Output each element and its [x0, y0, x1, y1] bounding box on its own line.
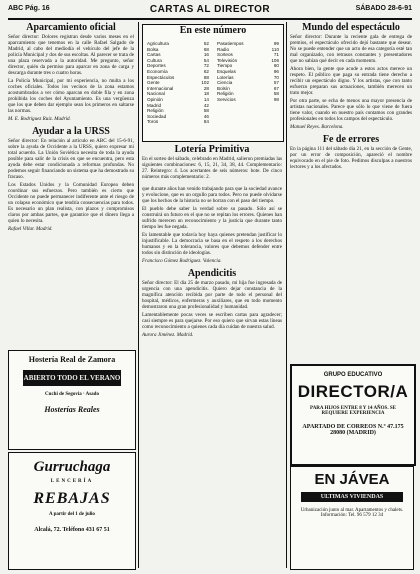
letter-paragraph: Lamentablemente pocas veces se escriben cartas para agradecer; casi siempre es para quejarse. Por eso quiero que sirvan estas líneas como reconocimiento a quienes cada día cuidan de nuestra salud.	[142, 312, 282, 330]
letter-title: Mundo del espectáculo	[302, 22, 400, 33]
ad-text: PARA HIJOS ENTRE 8 Y 14 AÑOS. SE REQUIERE EXPERIENCIA	[310, 406, 396, 416]
index-section: Nacional	[147, 91, 165, 97]
ad-address: APARTADO DE CORREOS N.º 47.175	[302, 424, 404, 430]
letter-title: Apendicitis	[187, 268, 237, 279]
ad-title: EN JÁVEA	[314, 471, 390, 488]
index-section: Gente	[147, 80, 160, 86]
letter-paragraph: Señor director: Dolores registran desde varios meses en el aparcamiento que tenemos en la calle Rafael Salgado de Madrid, al cabo del mediodía el vehículo del jefe de la policía Municipal y dos de sus escoltas. Al parecer se trata de una plaza reservada a la autoridad. Me pregunto, señor director, quién da permiso para aparcar en zona de carga y descarga durante tres o cuatro horas.	[8, 34, 134, 76]
index-section: Bolsa	[147, 46, 159, 52]
index-page: 72	[203, 63, 209, 69]
column-middle	[142, 144, 282, 340]
index-right-column	[217, 41, 279, 103]
letter-title: Aparcamiento oficial	[26, 22, 116, 33]
letter-title: Ayudar a la URSS	[32, 126, 110, 137]
letter-signature: M. E. Rodríguez Ruiz. Madrid.	[8, 116, 71, 122]
letter-paragraph: que durante años han venido trabajando para que la sociedad avance y evolucione, que es un orgullo para todos. Pero no puede olvidarse que los hechos de la historia no se borran con el paso del tiempo.	[142, 186, 282, 204]
letter-paragraph: Señor director: Durante la reciente gala de entrega de premios, el espectáculo ofrecido dejó bastante que desear. No se puede entender que un acto de esa categoría esté tan mal organizado, con retrasos constantes y presentadores que no sabían qué decir en cada momento.	[290, 34, 412, 64]
letter-signature: Francisco Gómez Rodríguez. Valencia.	[142, 258, 222, 264]
ad-javea[interactable]	[290, 466, 414, 570]
index-section: Cultura	[147, 57, 162, 63]
ad-date: A partir del 1 de julio	[49, 512, 95, 517]
column-left	[8, 22, 134, 234]
index-page: 67	[273, 85, 279, 91]
letter-paragraph: Es lamentable que todavía hoy haya quienes pretendan justificar lo injustificable. La democracia se basa en el respeto a los derechos humanos y en la tolerancia, valores que debemos defender entre todos sin distinción de ideologías.	[142, 232, 282, 256]
ad-banner: ABIERTO TODO EL VERANO	[23, 370, 121, 386]
index-page: 58	[203, 108, 209, 114]
letter-paragraph: Señor director: El día 25 de marzo pasado, mi hija fue ingresada de urgencia con una apendicitis. Quiero dejar constancia de la magnífica atención recibida por parte de todo el personal del hospital, médicos, enfermeras y auxiliares, que en todo momento demostraron una gran profesionalidad y humanidad.	[142, 280, 282, 310]
index-section: Agricultura	[147, 41, 169, 46]
ad-header: GRUPO EDUCATIVO	[323, 372, 383, 378]
ad-hosteria[interactable]	[8, 350, 136, 450]
index-section: Ciencia	[217, 80, 233, 86]
page-date: SÁBADO 28-6-91	[355, 5, 412, 12]
index-page: 106	[271, 57, 279, 63]
ad-title: Hostería Real de Zamora	[28, 355, 116, 364]
index-section: Tiempo	[217, 63, 233, 69]
ad-gurruchaga[interactable]	[8, 452, 136, 570]
index-section: Toros	[147, 119, 159, 125]
index-page: 57	[273, 80, 279, 86]
ad-text: Urbanización junto al mar. Apartamentos y chalets. Información: Tel. 96 579 12 34	[300, 508, 404, 518]
index-page: 110	[271, 46, 279, 52]
ad-subtitle: LENCERÍA	[50, 479, 94, 484]
index-page: 14	[203, 96, 209, 102]
index-section: Internacional	[147, 85, 174, 91]
index-section: Bolsín	[217, 85, 230, 91]
index-page: 102	[201, 80, 209, 86]
index-section: Radio	[217, 46, 230, 52]
index-section: Madrid	[147, 102, 162, 108]
index-section: Espectáculos	[147, 74, 175, 80]
index-section: Cartas	[147, 52, 161, 58]
index-page: 54	[203, 57, 209, 63]
letter-signature: Rafael Villar. Madrid.	[8, 226, 53, 232]
index-section: Televisión	[217, 57, 238, 63]
index-page: 62	[203, 68, 209, 74]
index-page: 71	[273, 52, 279, 58]
index-section: Sorteos	[217, 52, 233, 58]
index-box	[142, 24, 284, 142]
index-page: 98	[273, 96, 279, 102]
letter-paragraph: El pueblo debe saber la verdad sobre su pasado. Sólo así se construirá un futuro en el que no se repitan los errores. Quienes han sufrido merecen un reconocimiento y la justicia que durante tanto tiempo les fue negada.	[142, 206, 282, 230]
ad-address: Alcalá, 72. Teléfono 431 67 51	[34, 527, 110, 533]
letter-paragraph: Los Estados Unidos y la Comunidad Europea deben coordinar sus esfuerzos. Pero también es cierto que Occidente no puede permanecer indiferente ante el riesgo de un colapso económico que tendría consecuencias para todos. Es necesario un plan realista, con plazos y compromisos claros por ambas partes, que garantice que el dinero llega a quien lo necesita.	[8, 182, 134, 224]
ad-city: 28080 (MADRID)	[330, 430, 376, 436]
index-left-column	[147, 41, 209, 125]
column-divider	[138, 22, 139, 568]
ad-banner: ULTIMAS VIVIENDAS	[301, 492, 403, 502]
letter-signature: Aurora Jiménez. Madrid.	[142, 332, 194, 338]
ad-grupo-educativo[interactable]	[290, 364, 416, 466]
index-section: Religión	[217, 91, 234, 97]
index-section: Opinión	[147, 96, 163, 102]
letter-paragraph: Ahora bien, la gente que acude a estos actos merece un respeto. El público que paga su entrada tiene derecho a recibir un espectáculo digno. Y los artistas, que con tanto esfuerzo preparan sus actuaciones, también merecen un trato mejor.	[290, 66, 412, 96]
lottery-title: Lotería Primitiva	[174, 144, 250, 155]
index-page: 58	[273, 91, 279, 97]
ad-footer: Hosterías Reales	[44, 405, 100, 414]
errata-title: Fe de errores	[322, 134, 380, 145]
letter-paragraph: Por otra parte, se echa de menos una mayor presencia de artistas nacionales. Parece que sólo lo que viene de fuera tiene valor, cuando en nuestro país contamos con grandes profesionales en todos los campos del espectáculo.	[290, 98, 412, 122]
index-page: 84	[203, 119, 209, 125]
section-title: CARTAS AL DIRECTOR	[149, 4, 271, 15]
ad-brand: Gurruchaga	[33, 459, 111, 475]
page-number: ABC Pág. 16	[8, 5, 50, 12]
index-page: 88	[203, 74, 209, 80]
lottery-text: En el sorteo del sábado, celebrado en Madrid, salieron premiadas las siguientes combinaciones: 6, 15, 21, 34, 38, 44. Complementario: 27. Reintegro: 4. Los acertantes de seis números: bote. De cinco números más complementario: 2.	[142, 156, 282, 180]
index-page: 68	[203, 46, 209, 52]
ad-text: Cuchi de Segovia · Asado	[45, 392, 99, 397]
letter-signature: Manuel Reyes. Barcelona.	[290, 124, 344, 130]
page-header	[8, 4, 412, 20]
index-page: 70	[273, 74, 279, 80]
letter-paragraph: Señor director: En relación al artículo en ABC del 15-6-91, sobre la ayuda de Occidente a la URSS, quiero expresar mi total acuerdo. La Unión Soviética necesita de toda la ayuda posible para salir de la crisis en que se encuentra, pero esta ayuda debe estar condicionada a reformas profundas. No podemos seguir financiando un sistema que ha demostrado su fracaso.	[8, 138, 134, 180]
column-divider	[286, 22, 287, 568]
index-title: En este número	[179, 25, 247, 36]
ad-sale: REBAJAS	[33, 490, 111, 507]
index-page: 96	[273, 68, 279, 74]
index-section: Economía	[147, 68, 168, 74]
index-page: 99	[273, 41, 279, 46]
index-section: Esquelas	[217, 68, 236, 74]
index-section: Servicios	[217, 96, 236, 102]
letter-paragraph: La Policía Municipal, por mi experiencia, no multa a los coches oficiales. Todos los vecinos de la zona estamos acostumbrados a ver cómo aparcan en doble fila y en zona prohibida los coches del Ayuntamiento. Es una vergüenza que los que deben dar ejemplo sean los primeros en saltarse las normas.	[8, 78, 134, 114]
index-section: Pasatiempos	[217, 41, 244, 46]
index-section: Deportes	[147, 63, 166, 69]
errata-text: En la página 111 del sábado día 21, en la sección de Gente, por un error de composición, apareció el nombre equivocado en el pie de foto. Pedimos disculpas a nuestros lectores y a los afectados.	[290, 146, 412, 170]
index-page: 18	[203, 91, 209, 97]
index-section: Loterías	[217, 74, 234, 80]
index-page: 42	[203, 102, 209, 108]
index-page: 46	[203, 113, 209, 119]
index-section: Religión	[147, 108, 164, 114]
ad-job: DIRECTOR/A	[297, 382, 409, 401]
column-right	[290, 22, 412, 172]
index-page: 16	[203, 52, 209, 58]
index-section: Sociedad	[147, 113, 167, 119]
index-page: 52	[203, 41, 209, 46]
index-entry	[217, 97, 279, 103]
index-page: 60	[273, 63, 279, 69]
index-entry	[147, 119, 209, 125]
index-page: 28	[203, 85, 209, 91]
